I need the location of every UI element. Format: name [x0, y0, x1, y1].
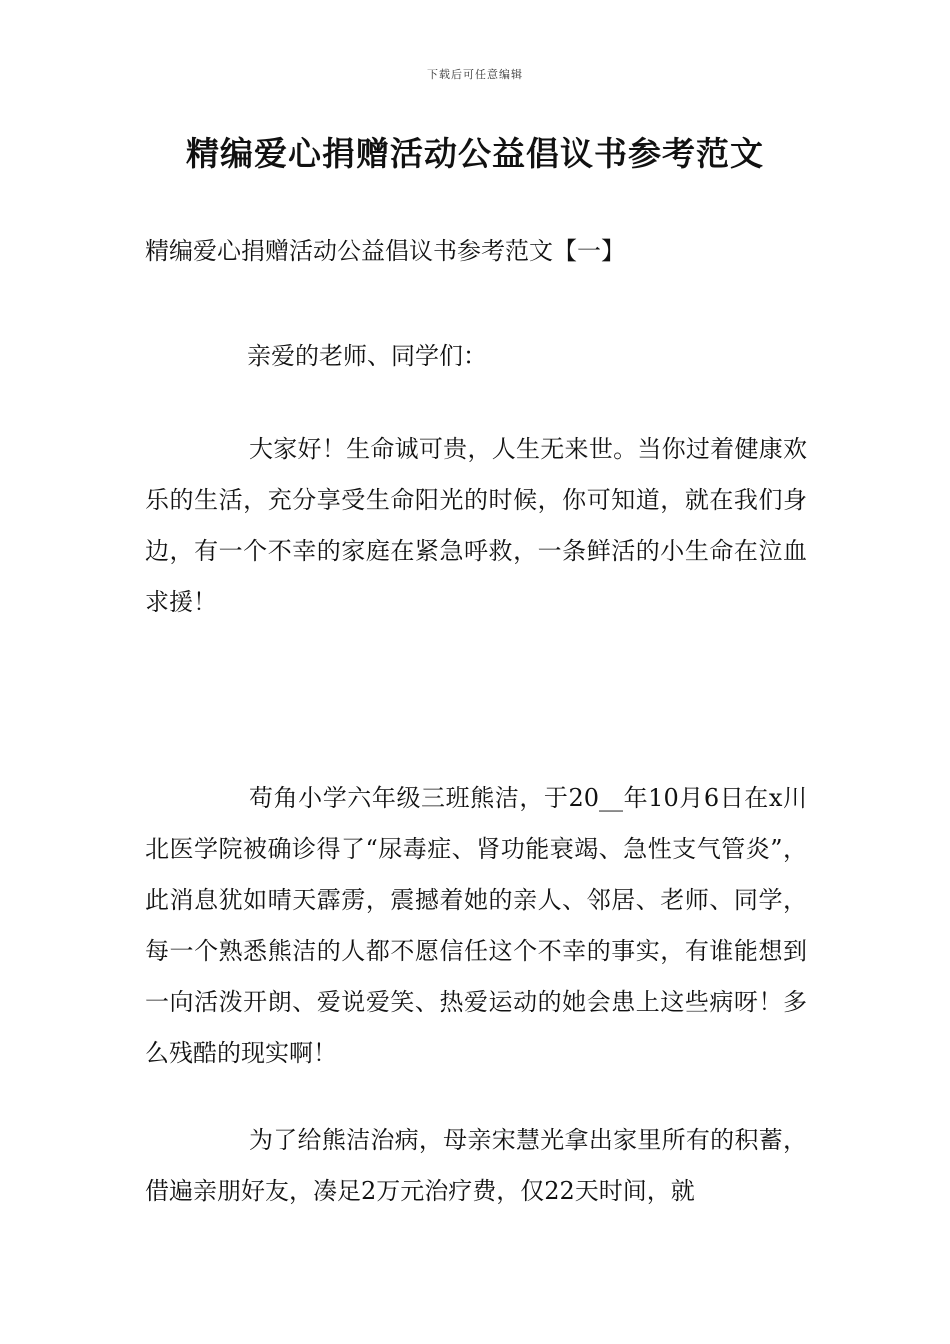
body-paragraph-2: 苟角小学六年级三班熊洁，于20__年10月6日在x川北医学院被确诊得了“尿毒症、肾功能衰竭、急性支气管炎”，此消息犹如晴天霹雳，震撼着她的亲人、邻居、老师、同学，每一个熟悉熊洁的人都不愿信任这个不幸的事实，有谁能想到一向活泼开朗、爱说爱笑、热爱运动的她会患上这些病呀！多么残酷的现实啊！ [145, 784, 807, 1067]
section-heading: 精编爱心捐赠活动公益倡议书参考范文【一】 [145, 237, 625, 265]
body-paragraph-3: 为了给熊洁治病，母亲宋慧光拿出家里所有的积蓄，借遍亲朋好友，凑足2万元治疗费，仅22天时间，就 [145, 1126, 807, 1205]
body-paragraph-1: 大家好！生命诚可贵，人生无来世。当你过着健康欢乐的生活，充分享受生命阳光的时候，你可知道，就在我们身边，有一个不幸的家庭在紧急呼救，一条鲜活的小生命在泣血求援！ [145, 435, 807, 616]
salutation: 亲爱的老师、同学们： [247, 342, 487, 370]
document-title: 精编爱心捐赠活动公益倡议书参考范文 [186, 134, 764, 173]
header-note: 下载后可任意编辑 [427, 68, 523, 81]
